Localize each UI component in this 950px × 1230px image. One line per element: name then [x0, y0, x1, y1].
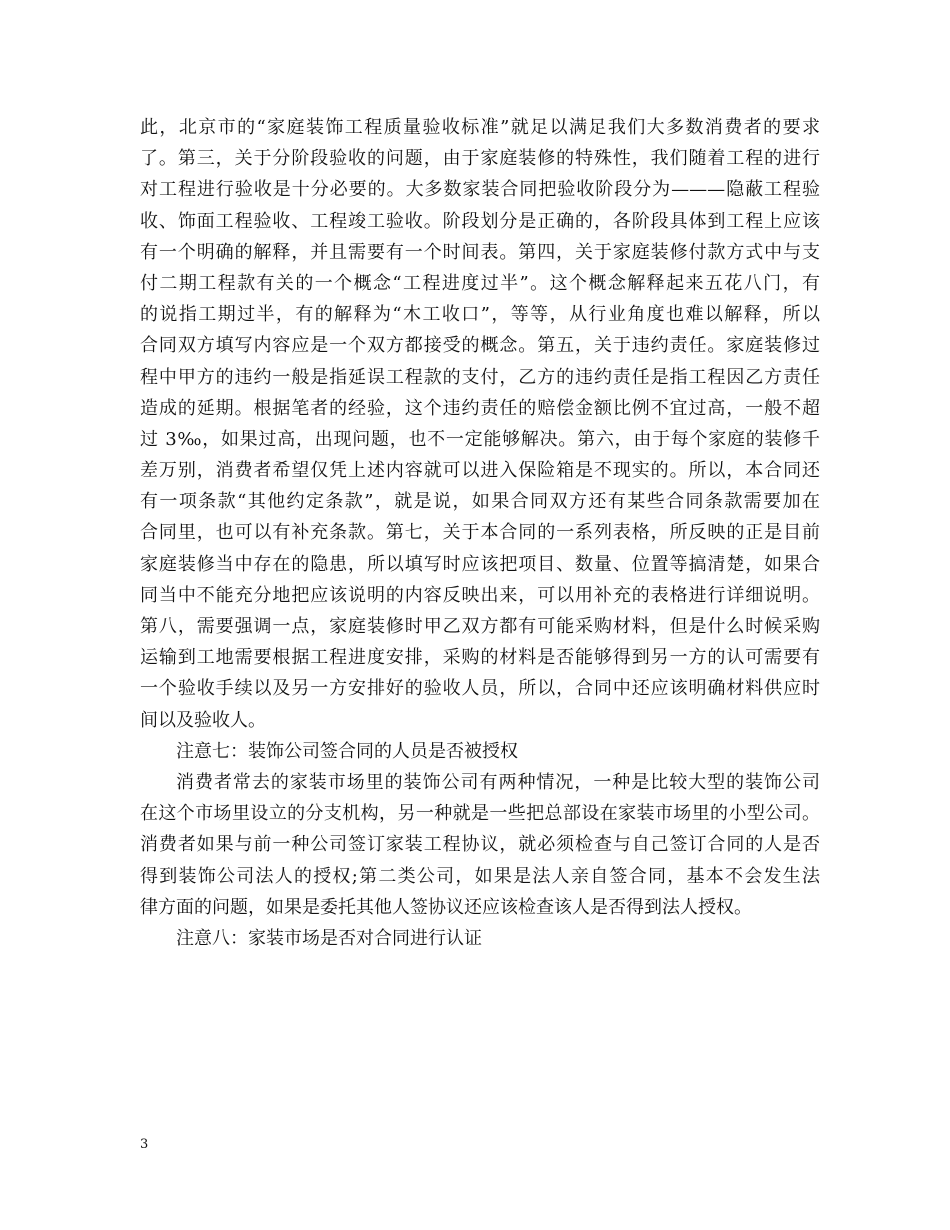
section-heading: 注意八：家装市场是否对合同进行认证 — [176, 927, 482, 949]
text-line: 一个验收手续以及另一方安排好的验收人员，所以，合同中还应该明确材料供应时 — [140, 678, 820, 700]
text-line: 同当中不能充分地把应该说明的内容反映出来，可以用补充的表格进行详细说明。 — [140, 584, 820, 606]
text-line: 合同里，也可以有补充条款。第七，关于本合同的一系列表格，所反映的正是目前 — [140, 522, 820, 544]
page-number: 3 — [140, 1137, 149, 1152]
text-line: 了。第三，关于分阶段验收的问题，由于家庭装修的特殊性，我们随着工程的进行 — [140, 148, 820, 170]
text-line: 此，北京市的“家庭装饰工程质量验收标准”就足以满足我们大多数消费者的要求 — [140, 117, 820, 138]
text-line: 律方面的问题，如果是委托其他人签协议还应该检查该人是否得到法人授权。 — [140, 896, 752, 918]
text-line: 得到装饰公司法人的授权;第二类公司，如果是法人亲自签合同，基本不会发生法 — [140, 865, 820, 887]
text-line: 过 3‰，如果过高，出现问题，也不一定能够解决。第六，由于每个家庭的装修千 — [140, 428, 820, 450]
text-line: 第八，需要强调一点，家庭装修时甲乙双方都有可能采购材料，但是什么时候采购 — [140, 616, 820, 637]
text-line: 对工程进行验收是十分必要的。大多数家装合同把验收阶段分为———隐蔽工程验 — [140, 179, 820, 201]
text-line: 间以及验收人。 — [140, 709, 266, 731]
text-line: 有一项条款“其他约定条款”，就是说，如果合同双方还有某些合同条款需要加在 — [140, 491, 820, 513]
text-line: 合同双方填写内容应是一个双方都接受的概念。第五，关于违约责任。家庭装修过 — [140, 335, 820, 357]
body-text — [140, 112, 820, 954]
text-line: 在这个市场里设立的分支机构，另一种就是一些把总部设在家装市场里的小型公司。 — [140, 803, 820, 825]
text-line: 付二期工程款有关的一个概念“工程进度过半”。这个概念解释起来五花八门，有 — [140, 272, 820, 294]
text-line: 造成的延期。根据笔者的经验，这个违约责任的赔偿金额比例不宜过高，一般不超 — [140, 397, 820, 419]
text-line: 的说指工期过半，有的解释为“木工收口”，等等，从行业角度也难以解释，所以 — [140, 304, 820, 326]
text-line: 有一个明确的解释，并且需要有一个时间表。第四，关于家庭装修付款方式中与支 — [140, 241, 820, 263]
text-line: 收、饰面工程验收、工程竣工验收。阶段划分是正确的，各阶段具体到工程上应该 — [140, 210, 820, 232]
text-line: 消费者常去的家装市场里的装饰公司有两种情况，一种是比较大型的装饰公司 — [176, 771, 820, 793]
text-line: 程中甲方的违约一般是指延误工程款的支付，乙方的违约责任是指工程因乙方责任 — [140, 366, 820, 388]
text-line: 家庭装修当中存在的隐患，所以填写时应该把项目、数量、位置等搞清楚，如果合 — [140, 553, 820, 575]
text-line: 差万别，消费者希望仅凭上述内容就可以进入保险箱是不现实的。所以，本合同还 — [140, 460, 820, 482]
text-line: 消费者如果与前一种公司签订家装工程协议，就必须检查与自己签订合同的人是否 — [140, 834, 820, 856]
section-heading: 注意七：装饰公司签合同的人员是否被授权 — [176, 740, 518, 762]
text-line: 运输到工地需要根据工程进度安排，采购的材料是否能够得到另一方的认可需要有 — [140, 647, 820, 669]
